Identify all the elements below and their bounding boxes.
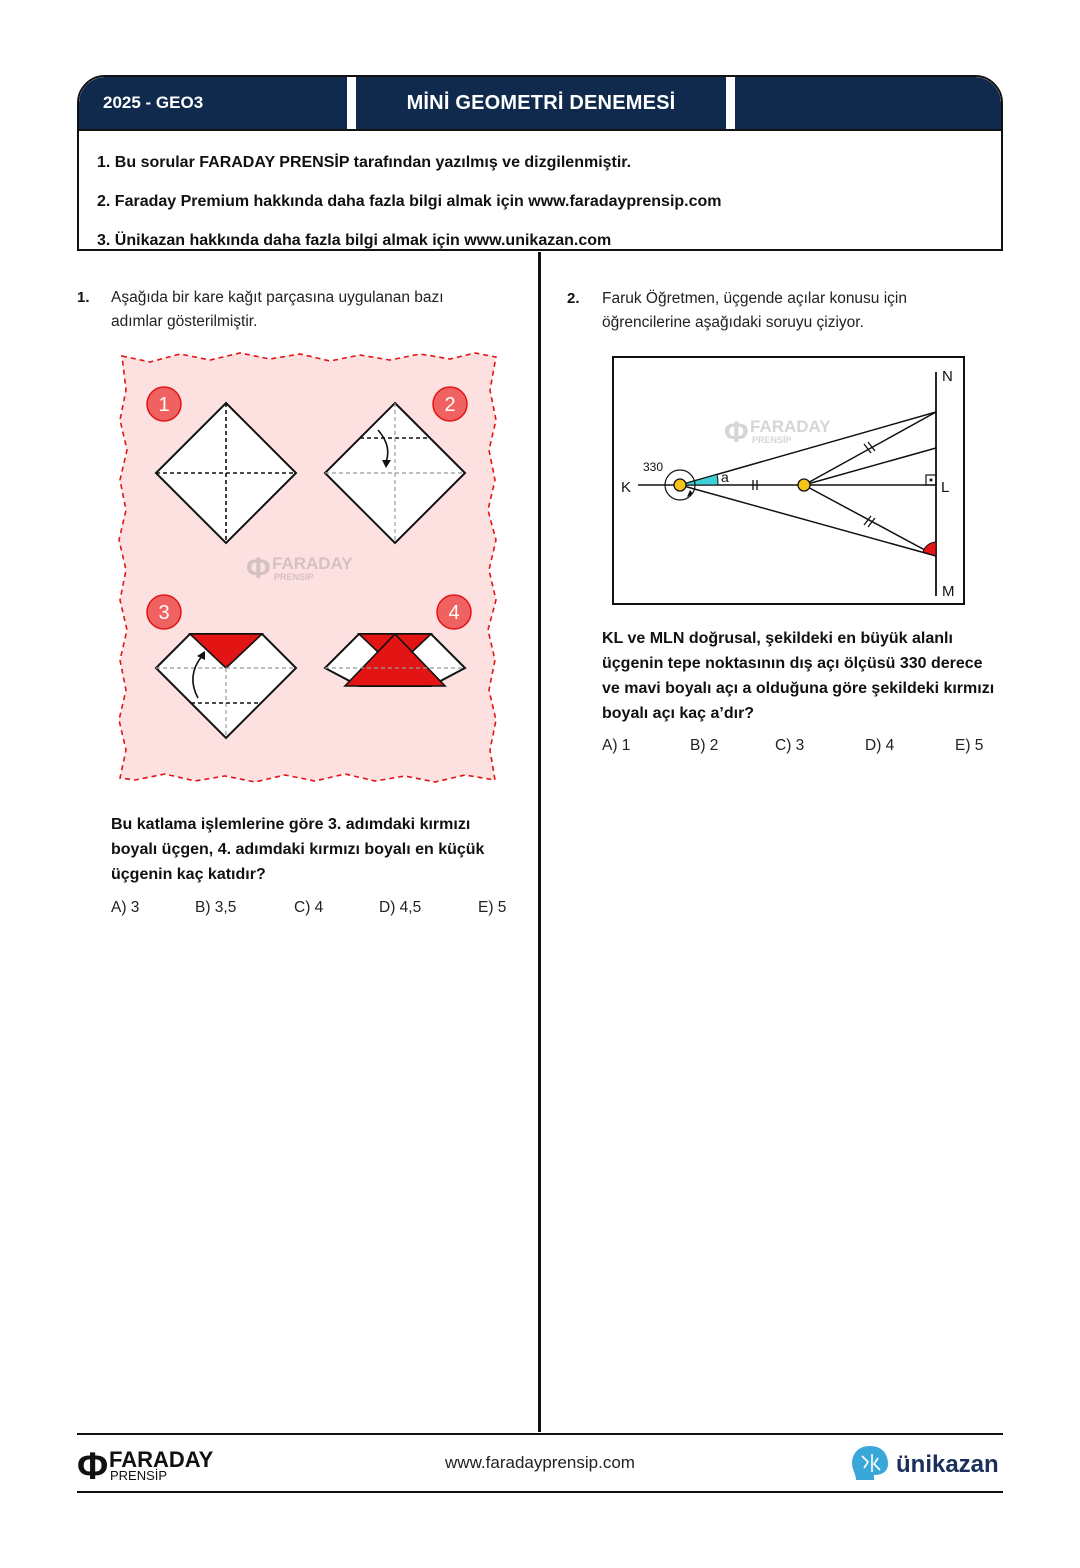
exam-code: 2025 - GEO3 xyxy=(79,77,347,129)
q2-question-line: üçgenin tepe noktasının dış açı ölçüsü 330 derece xyxy=(602,655,983,672)
q1-question-line: Bu katlama işlemlerine göre 3. adımdaki kırmızı xyxy=(111,816,471,833)
note-3: 3. Ünikazan hakkında daha fazla bilgi almak için www.unikazan.com xyxy=(97,232,612,249)
step-badge-4 xyxy=(437,595,471,629)
q1-question-line: boyalı üçgen, 4. adımdaki kırmızı boyalı en küçük xyxy=(111,841,485,858)
q1-intro-line: adımlar gösterilmiştir. xyxy=(111,313,258,330)
phi-logo-icon: Φ xyxy=(77,1446,109,1485)
label-k: K xyxy=(621,479,632,496)
step-badge-1 xyxy=(147,387,181,421)
q2-number: 2. xyxy=(567,290,580,307)
note-2: 2. Faraday Premium hakkında daha fazla bilgi almak için www.faradayprensip.com xyxy=(97,193,722,210)
head-bulb-icon xyxy=(852,1446,888,1480)
phi-symbol: Φ xyxy=(246,552,271,585)
q1-intro xyxy=(111,286,444,334)
q1-option-a[interactable]: A) 3 xyxy=(111,899,140,916)
step-badge-2 xyxy=(433,387,467,421)
angle-value-label: 330 xyxy=(643,460,664,474)
q1-intro-line: Aşağıda bir kare kağıt parçasına uygulanan bazı xyxy=(111,289,444,306)
unikazan-logo xyxy=(850,1442,1010,1486)
q2-option-d[interactable]: D) 4 xyxy=(865,737,895,754)
q1-option-c[interactable]: C) 4 xyxy=(294,899,324,916)
header-divider xyxy=(79,129,1001,131)
watermark-text: FARADAY xyxy=(272,554,353,573)
step-badge-3 xyxy=(147,595,181,629)
label-l: L xyxy=(941,479,950,496)
logo-text: FARADAY xyxy=(109,1447,214,1472)
q1-number: 1. xyxy=(77,289,90,306)
angle-a-label: a xyxy=(721,469,729,485)
inner-point xyxy=(798,479,810,491)
watermark-sub: PRENSİP xyxy=(752,435,792,445)
q1-option-b[interactable]: B) 3,5 xyxy=(195,899,237,916)
step-number: 4 xyxy=(448,602,460,624)
phi-symbol: Φ xyxy=(724,416,749,449)
q2-intro-line: Faruk Öğretmen, üçgende açılar konusu için xyxy=(602,290,907,307)
q2-intro-line: öğrencilerine aşağıdaki soruyu çiziyor. xyxy=(602,314,864,331)
q2-intro xyxy=(602,287,907,335)
q2-question xyxy=(602,626,994,726)
q1-folding-figure xyxy=(110,350,510,790)
vertex-point xyxy=(674,479,686,491)
watermark-sub: PRENSİP xyxy=(274,572,314,582)
label-n: N xyxy=(942,368,953,385)
q2-question-line: KL ve MLN doğrusal, şekildeki en büyük alanlı xyxy=(602,630,953,647)
q2-option-b[interactable]: B) 2 xyxy=(690,737,719,754)
step-number: 3 xyxy=(158,602,170,624)
q1-option-e[interactable]: E) 5 xyxy=(478,899,507,916)
page-title: MİNİ GEOMETRİ DENEMESİ xyxy=(356,77,726,129)
q2-geometry-figure xyxy=(612,356,965,606)
footer-bottom-rule xyxy=(77,1491,1003,1493)
column-divider xyxy=(538,252,541,1432)
step-number: 2 xyxy=(444,394,456,416)
q1-option-d[interactable]: D) 4,5 xyxy=(379,899,422,916)
header-box xyxy=(77,75,1003,251)
watermark-text: FARADAY xyxy=(750,417,831,436)
footer-top-rule xyxy=(77,1433,1003,1435)
q2-question-line: boyalı açı kaç a’dır? xyxy=(602,705,755,722)
footer-url[interactable]: www.faradayprensip.com xyxy=(445,1453,635,1472)
label-m: M xyxy=(942,583,955,600)
q1-question xyxy=(111,812,484,887)
unikazan-text: ünikazan xyxy=(896,1451,999,1478)
note-1: 1. Bu sorular FARADAY PRENSİP tarafından yazılmış ve dizgilenmiştir. xyxy=(97,154,632,171)
header-notes xyxy=(97,143,722,251)
q2-option-a[interactable]: A) 1 xyxy=(602,737,631,754)
q1-question-line: üçgenin kaç katıdır? xyxy=(111,866,266,883)
q2-option-c[interactable]: C) 3 xyxy=(775,737,805,754)
q2-question-line: ve mavi boyalı açı a olduğuna göre şekildeki kırmızı xyxy=(602,680,995,697)
q2-option-e[interactable]: E) 5 xyxy=(955,737,984,754)
step-number: 1 xyxy=(158,394,170,416)
logo-sub: PRENSİP xyxy=(110,1468,168,1483)
header-blank-cell xyxy=(735,77,1001,129)
